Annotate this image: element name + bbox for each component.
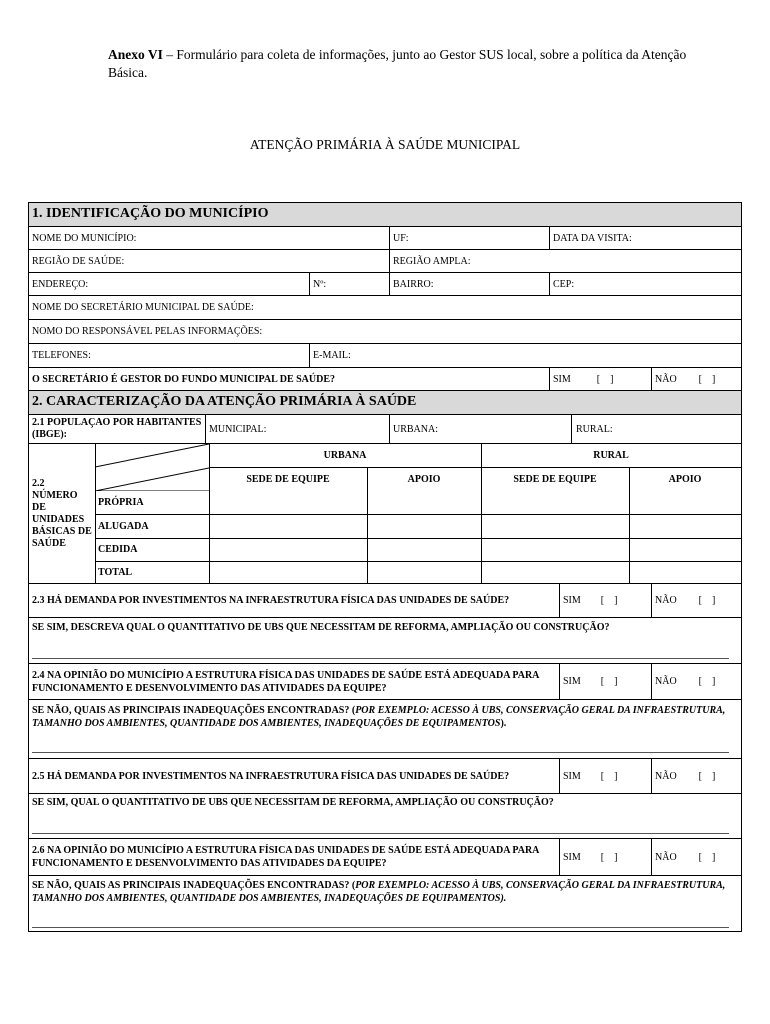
field-numero[interactable]: Nº: xyxy=(309,273,389,295)
answer-line[interactable] xyxy=(32,658,729,659)
row-q24-desc xyxy=(29,700,741,759)
nao-checkbox[interactable]: [ ] xyxy=(698,676,716,687)
diagonal-header xyxy=(95,444,209,491)
sim-label: SIM xyxy=(563,676,581,687)
nao-label: NÃO xyxy=(655,770,677,782)
section-1-heading: 1. IDENTIFICAÇÃO DO MUNICÍPIO xyxy=(29,203,741,227)
row-q26-desc xyxy=(29,876,741,931)
row-q23-desc xyxy=(29,618,741,664)
q26-desc-start: SE NÃO, QUAIS AS PRINCIPAIS INADEQUAÇÕES ENCONTRADAS? ( xyxy=(32,880,356,891)
option-nao[interactable] xyxy=(651,839,741,875)
option-sim[interactable] xyxy=(559,584,651,617)
row-regiao xyxy=(29,250,741,273)
row-responsavel xyxy=(29,320,741,344)
annex-description: – Formulário para coleta de informações, junto ao Gestor SUS local, sobre a política da Atenção Básica. xyxy=(108,47,687,80)
nao-checkbox[interactable]: [ ] xyxy=(698,595,716,606)
field-cep[interactable]: CEP: xyxy=(549,273,741,295)
question-2-6-desc xyxy=(29,879,741,905)
nao-label: NÃO xyxy=(655,851,677,863)
answer-line[interactable] xyxy=(32,927,729,928)
field-pop-rural[interactable]: RURAL: xyxy=(571,415,741,443)
row-municipio xyxy=(29,227,741,250)
question-2-4: 2.4 NA OPINIÃO DO MUNICÍPIO A ESTRUTURA FÍSICA DAS UNIDADES DE SAÚDE ESTÁ ADEQUADA PARA FUNCIONAMENTO E DESENVOLVIMENTO DAS ATIVIDADES DA EQUIPE? xyxy=(32,669,539,694)
option-sim[interactable] xyxy=(559,759,651,793)
option-nao[interactable] xyxy=(651,664,741,699)
sim-label: SIM xyxy=(563,770,581,782)
nao-label: NÃO xyxy=(655,676,677,687)
sim-label: SIM xyxy=(553,373,571,385)
row-q23 xyxy=(29,584,741,618)
question-2-6: 2.6 NA OPINIÃO DO MUNICÍPIO A ESTRUTURA FÍSICA DAS UNIDADES DE SAÚDE ESTÁ ADEQUADA PARA FUNCIONAMENTO E DESENVOLVIMENTO DAS ATIVIDADES DA EQUIPE? xyxy=(32,845,539,869)
row-label-alugada: ALUGADA xyxy=(98,520,149,532)
nao-checkbox[interactable]: [ ] xyxy=(698,373,716,385)
sim-checkbox[interactable]: [ ] xyxy=(600,770,618,782)
question-2-5: 2.5 HÁ DEMANDA POR INVESTIMENTOS NA INFRAESTRUTURA FÍSICA DAS UNIDADES DE SAÚDE? xyxy=(32,770,510,782)
row-telefones xyxy=(29,344,741,368)
sim-checkbox[interactable]: [ ] xyxy=(596,373,614,385)
page-title: ATENÇÃO PRIMÁRIA À SAÚDE MUNICIPAL xyxy=(249,137,521,152)
q24-desc-end: ). xyxy=(500,718,507,729)
row-label-propria: PRÓPRIA xyxy=(98,497,144,508)
q26-desc-example: POR EXEMPLO: ACESSO À UBS, CONSERVAÇÃO GERAL DA INFRAESTRUTURA, TAMANHO DOS AMBIENTES, QUANTIDADE DOS AMBIENTES, INADEQUAÇÕES DE EQUIPAMENTOS). xyxy=(32,880,726,904)
field-bairro[interactable]: BAIRRO: xyxy=(389,273,549,295)
field-regiao-saude[interactable]: REGIÃO DE SAÚDE: xyxy=(32,255,125,267)
row-secretario xyxy=(29,296,741,320)
field-responsavel[interactable]: NOMO DO RESPONSÁVEL PELAS INFORMAÇÕES: xyxy=(32,326,263,337)
q24-desc-example: POR EXEMPLO: ACESSO À UBS, CONSERVAÇÃO GERAL DA INFRAESTRUTURA, TAMANHO DOS AMBIENTES, QUANTIDADE DOS AMBIENTES, INADEQUAÇÕES DE EQUIPAMENTOS xyxy=(32,705,726,729)
option-sim[interactable] xyxy=(549,368,651,390)
field-telefones[interactable]: TELEFONES: xyxy=(32,350,91,361)
header-urbana-apoio: APOIO xyxy=(407,473,441,485)
q24-desc-start: SE NÃO, QUAIS AS PRINCIPAIS INADEQUAÇÕES ENCONTRADAS? ( xyxy=(32,705,356,716)
header-urbana: URBANA xyxy=(323,450,367,461)
field-pop-municipal[interactable]: MUNICIPAL: xyxy=(205,415,389,443)
option-nao[interactable] xyxy=(651,584,741,617)
row-q25 xyxy=(29,759,741,794)
answer-line[interactable] xyxy=(32,833,729,834)
row-label-cedida: CEDIDA xyxy=(98,544,138,555)
form xyxy=(28,202,742,932)
field-email[interactable]: E-MAIL: xyxy=(309,344,741,367)
header-urbana-sede: SEDE DE EQUIPE xyxy=(246,473,330,485)
row-q26 xyxy=(29,839,741,876)
option-nao[interactable] xyxy=(651,368,741,390)
header-rural-apoio: APOIO xyxy=(668,473,702,485)
question-2-5-desc: SE SIM, QUAL O QUANTITATIVO DE UBS QUE NECESSITAM DE REFORMA, AMPLIAÇÃO OU CONSTRUÇÃO? xyxy=(32,797,554,808)
row-label-total: TOTAL xyxy=(98,567,133,578)
label-populacao: 2.1 POPULAÇAO POR HABITANTES (IBGE): xyxy=(32,417,202,440)
question-2-3: 2.3 HÁ DEMANDA POR INVESTIMENTOS NA INFRAESTRUTURA FÍSICA DAS UNIDADES DE SAÚDE? xyxy=(32,594,510,606)
row-q24 xyxy=(29,664,741,700)
nao-label: NÃO xyxy=(655,595,677,606)
nao-checkbox[interactable]: [ ] xyxy=(698,770,716,782)
nao-checkbox[interactable]: [ ] xyxy=(698,851,716,863)
question-gestor: O SECRETÁRIO É GESTOR DO FUNDO MUNICIPAL DE SAÚDE? xyxy=(32,373,336,385)
row-endereco xyxy=(29,273,741,296)
annex-label: Anexo VI xyxy=(108,47,163,62)
row-q25-desc xyxy=(29,794,741,839)
intro-text xyxy=(108,46,708,82)
field-pop-urbana[interactable]: URBANA: xyxy=(389,415,571,443)
header-rural: RURAL xyxy=(593,450,629,461)
sim-label: SIM xyxy=(563,851,581,863)
field-endereco[interactable]: ENDEREÇO: xyxy=(32,278,89,290)
sim-checkbox[interactable]: [ ] xyxy=(600,851,618,863)
section-2-heading: 2. CARACTERIZAÇÃO DA ATENÇÃO PRIMÁRIA À SAÚDE xyxy=(29,391,741,415)
option-sim[interactable] xyxy=(559,839,651,875)
sim-label: SIM xyxy=(563,595,581,606)
sim-checkbox[interactable]: [ ] xyxy=(600,595,618,606)
field-regiao-ampla[interactable]: REGIÃO AMPLA: xyxy=(389,250,741,272)
table-unidades xyxy=(29,444,741,584)
field-data-visita[interactable]: DATA DA VISITA: xyxy=(549,227,741,249)
option-sim[interactable] xyxy=(559,664,651,699)
option-nao[interactable] xyxy=(651,759,741,793)
question-2-3-desc: SE SIM, DESCREVA QUAL O QUANTITATIVO DE UBS QUE NECESSITAM DE REFORMA, AMPLIAÇÃO OU CONSTRUÇÃO? xyxy=(32,622,610,633)
header-rural-sede: SEDE DE EQUIPE xyxy=(513,473,597,485)
answer-line[interactable] xyxy=(32,752,729,753)
field-secretario[interactable]: NOME DO SECRETÁRIO MUNICIPAL DE SAÚDE: xyxy=(32,302,254,313)
label-numero-unidades: 2.2 NÚMERO DE UNIDADES BÁSICAS DE SAÚDE xyxy=(32,477,92,549)
row-populacao xyxy=(29,415,741,444)
field-nome-municipio[interactable]: NOME DO MUNICÍPIO: xyxy=(32,232,137,244)
row-gestor xyxy=(29,368,741,391)
question-2-4-desc xyxy=(29,704,741,730)
nao-label: NÃO xyxy=(655,373,677,385)
sim-checkbox[interactable]: [ ] xyxy=(600,676,618,687)
field-uf[interactable]: UF: xyxy=(389,227,549,249)
